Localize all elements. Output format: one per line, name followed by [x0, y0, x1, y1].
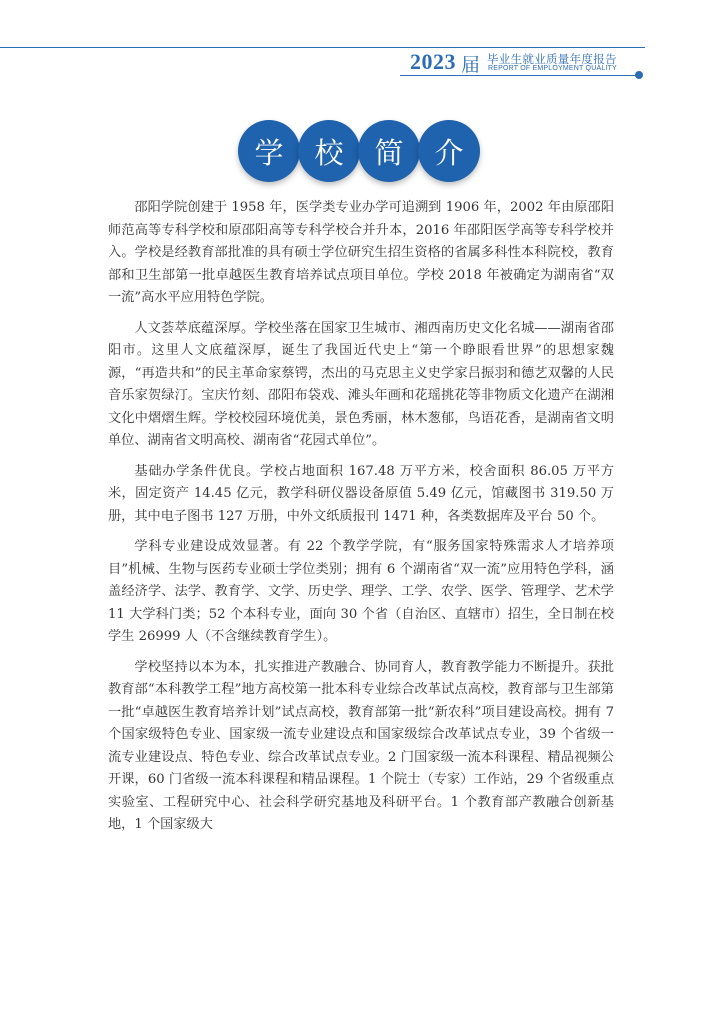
header-dot	[635, 71, 643, 79]
title-char-circle: 校	[298, 120, 360, 182]
report-title-cn: 毕业生就业质量年度报告	[487, 52, 617, 66]
body-text	[108, 197, 614, 845]
report-jie: 届	[461, 54, 481, 76]
paragraph-history: 邵阳学院创建于 1958 年，医学类专业办学可追溯到 1906 年，2002 年由原邵阳师范高等专科学校和原邵阳高等专科学校合并升本，2016 年邵阳医学高等专科学校并入。学校是经教育部批准的具有硕士学位研究生招生资格的省属多科性本科院校，教育部和卫生部第一批卓越医生教育培养试点项目单位。学校 2018 年被确定为湖南省“双一流”高水平应用特色学院。	[108, 200, 614, 305]
paragraph-culture: 人文荟萃底蕴深厚。学校坐落在国家卫生城市、湘西南历史文化名城——湖南省邵阳市。这里人文底蕴深厚，诞生了我国近代史上“第一个睁眼看世界”的思想家魏源，“再造共和”的民主革命家蔡锷，杰出的马克思主义史学家吕振羽和德艺双馨的人民音乐家贺绿汀。宝庆竹刻、邵阳布袋戏、滩头年画和花瑶挑花等非物质文化遗产在湖湘文化中熠熠生辉。学校校园环境优美，景色秀丽，林木葱郁，鸟语花香，是湖南省文明单位、湖南省文明高校、湖南省“花园式单位”。	[108, 320, 614, 448]
section-title	[238, 120, 478, 182]
header-underline	[400, 75, 638, 76]
paragraph-teaching: 学校坚持以本为本，扎实推进产教融合、协同育人，教育教学能力不断提升。获批教育部“本科教学工程”地方高校第一批本科专业综合改革试点高校，教育部与卫生部第一批“卓越医生教育培养计划”试点高校，教育部第一批“新农科”项目建设高校。拥有 7 个国家级特色专业、国家级一流专业建设点和国家级综合改革试点专业，39 个省级一流专业建设点、特色专业、综合改革试点专业。2 门国家级一流本科课程、精品视频公开课，60 门省级一流本科课程和精品课程。1 个院士（专家）工作站，29 个省级重点实验室、工程研究中心、社会科学研究基地及科研平台。1 个教育部产教融合创新基地，1 个国家级大	[108, 659, 614, 832]
paragraph-facilities: 基础办学条件优良。学校占地面积 167.48 万平方米，校舍面积 86.05 万平方米，固定资产 14.45 亿元，教学科研仪器设备原值 5.49 亿元，馆藏图书 319.50 万册，其中电子图书 127 万册，中外文纸质报刊 1471 种，各类数据库及平台 50 个。	[108, 463, 614, 524]
header-rule	[0, 47, 645, 48]
title-char-circle: 学	[238, 120, 300, 182]
paragraph-disciplines: 学科专业建设成效显著。有 22 个教学学院，有“服务国家特殊需求人才培养项目”机械、生物与医药专业硕士学位类别；拥有 6 个湖南省“双一流”应用特色学科，涵盖经济学、法学、教育学、文学、历史学、理学、工学、农学、医学、管理学、艺术学 11 大学科门类；52 个本科专业，面向 30 个省（自治区、直辖市）招生，全日制在校学生 26999 人（不含继续教育学生）。	[108, 539, 614, 644]
title-char-circle: 介	[418, 120, 480, 182]
report-year: 2023	[410, 49, 456, 74]
report-title-en: REPORT OF EMPLOYMENT QUALITY	[488, 65, 617, 72]
title-char-circle: 简	[358, 120, 420, 182]
